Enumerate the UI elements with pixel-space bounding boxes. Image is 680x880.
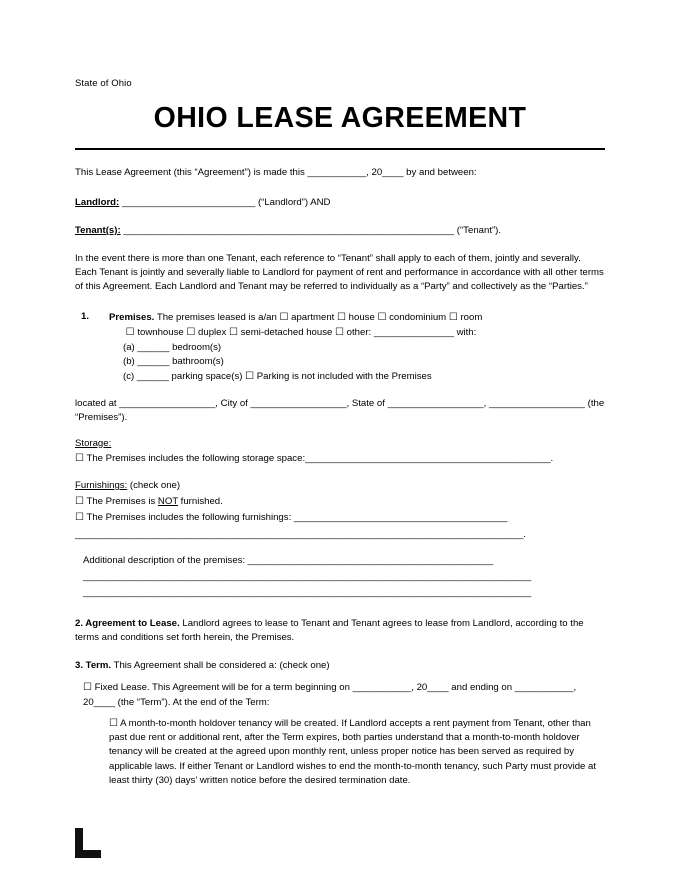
- furnishings-included-text: The Premises includes the following furnishings: ________________________________________: [86, 512, 508, 524]
- fixed-lease-text: Fixed Lease. This Agreement will be for a term beginning on ___________, 20____ and ending on ___________, 20____ (the “Term”). At the end of the Term:: [83, 682, 577, 708]
- checkbox-condominium[interactable]: ☐: [377, 311, 387, 323]
- clause-premises: [75, 310, 605, 385]
- premises-sub-item-parking: [123, 369, 605, 384]
- option-other: other: _______________ with:: [346, 327, 477, 339]
- furnishings-section: [75, 479, 605, 542]
- premises-sub-items: [109, 341, 605, 385]
- premises-sub-item-bathrooms: (b) ______ bathroom(s): [123, 355, 224, 367]
- additional-description-line2: ____________________________________________________________________________________: [83, 570, 532, 582]
- checkbox-house[interactable]: ☐: [337, 311, 346, 323]
- landlord-line: [75, 196, 605, 210]
- parking-note: Parking is not included with the Premises: [256, 371, 432, 383]
- page-title: OHIO LEASE AGREEMENT: [153, 102, 527, 134]
- storage-heading: Storage:: [75, 437, 112, 449]
- storage-section: [75, 437, 605, 467]
- document-content: [75, 78, 605, 789]
- tenant-blank: ______________________________________________________________ (“Tenant”).: [120, 225, 502, 237]
- option-room: room: [460, 311, 483, 323]
- landlord-label: Landlord:: [75, 197, 120, 209]
- furnishings-heading-note: (check one): [127, 479, 181, 491]
- storage-line: [75, 452, 605, 467]
- furnishings-included-line: [75, 511, 605, 526]
- option-apartment: apartment: [291, 311, 335, 323]
- option-condominium: condominium: [389, 311, 447, 323]
- intro-paragraph: This Lease Agreement (this “Agreement”) is made this ___________, 20____ by and between:: [75, 167, 477, 179]
- additional-description-label: Additional description of the premises: ______________________________________________: [83, 554, 494, 566]
- fixed-lease-line: [75, 681, 605, 709]
- checkbox-duplex[interactable]: ☐: [186, 327, 196, 339]
- multiple-tenants-paragraph: In the event there is more than one Tenant, each reference to “Tenant” shall apply to each of them, jointly and severally. Each Tenant is jointly and severally liable to Landlord for payment of rent and performance in accordance with all other terms of this Agreement. Each Landlord and Tenant may be referred to individually as a “Party” and collectively as the “Parties.”: [75, 253, 604, 292]
- checkbox-fixed-lease[interactable]: ☐: [83, 682, 92, 694]
- additional-description-section: [75, 554, 605, 600]
- checkbox-semi-detached-house[interactable]: ☐: [228, 327, 238, 339]
- logo-horizontal-bar: [75, 850, 101, 858]
- checkbox-room[interactable]: ☐: [448, 311, 458, 323]
- clause-agreement-to-lease-number: 2. Agreement to Lease.: [75, 618, 180, 630]
- legal-templates-logo: [75, 828, 101, 858]
- tenant-line: [75, 224, 605, 238]
- checkbox-other[interactable]: ☐: [335, 327, 344, 339]
- landlord-blank: _________________________ (“Landlord”) AND: [119, 197, 331, 209]
- checkbox-not-furnished[interactable]: ☐: [75, 495, 84, 507]
- furnishings-not-furnished-post: furnished.: [178, 495, 223, 507]
- furnishings-not-furnished-pre: The Premises is: [86, 495, 158, 507]
- option-semi-detached-house: semi-detached house: [240, 327, 333, 339]
- storage-line-text: The Premises includes the following storage space:______________________________________________.: [86, 453, 554, 465]
- clause-agreement-to-lease: [75, 617, 605, 645]
- furnishings-heading-line: [75, 479, 605, 493]
- furnishings-heading: Furnishings:: [75, 479, 128, 491]
- option-duplex: duplex: [198, 327, 227, 339]
- located-at-paragraph: located at __________________, City of __________________, State of __________________, __________________ (the “Premises”).: [75, 397, 605, 423]
- clause-premises-lead: The premises leased is a/an: [154, 311, 277, 323]
- option-house: house: [348, 311, 375, 323]
- tenant-label: Tenant(s):: [75, 225, 121, 237]
- clause-premises-label: Premises.: [109, 311, 155, 323]
- title-divider: [75, 148, 605, 150]
- checkbox-holdover-tenancy[interactable]: ☐: [109, 717, 118, 729]
- checkbox-furnishings-included[interactable]: ☐: [75, 512, 84, 524]
- premises-sub-item-bedrooms: (a) ______ bedroom(s): [123, 341, 222, 353]
- checkbox-apartment[interactable]: ☐: [279, 311, 289, 323]
- premises-sub-item-parking-text: (c) ______ parking space(s): [123, 371, 243, 383]
- option-townhouse: townhouse: [137, 327, 184, 339]
- state-line: State of Ohio: [75, 78, 132, 89]
- holdover-line: [75, 716, 605, 789]
- holdover-text: A month-to-month holdover tenancy will be created. If Landlord accepts a rent payment from Tenant, other than past due rent or additional rent, after the Term expires, both parties understand that a month-to-month holdover tenancy will be created at the agreed upon monthly rent, unless proper notice has been served as required by applicable laws. If either Tenant or Landlord wishes to end the month-to-month tenancy, such Party must provide at least thirty (30) days’ written notice before the desired termination date.: [109, 717, 597, 787]
- clause-term-text: This Agreement shall be considered a: (check one): [111, 660, 330, 672]
- checkbox-no-parking[interactable]: ☐: [245, 371, 255, 383]
- clause-term-number: 3. Term.: [75, 660, 112, 672]
- checkbox-townhouse[interactable]: ☐: [125, 327, 135, 339]
- clause-premises-number: 1.: [81, 310, 90, 322]
- furnishings-included-continuation: ____________________________________________________________________________________.: [75, 528, 526, 540]
- clause-agreement-to-lease-text: Landlord agrees to lease to Tenant and Tenant agrees to lease from Landlord, according to the terms and conditions set forth herein, the Premises.: [75, 618, 584, 644]
- furnishings-not-furnished-line: [75, 495, 605, 510]
- checkbox-storage[interactable]: ☐: [75, 453, 84, 465]
- furnishings-not-emphasis: NOT: [157, 495, 178, 507]
- clause-term: [75, 659, 605, 673]
- additional-description-line3: ____________________________________________________________________________________: [83, 586, 532, 598]
